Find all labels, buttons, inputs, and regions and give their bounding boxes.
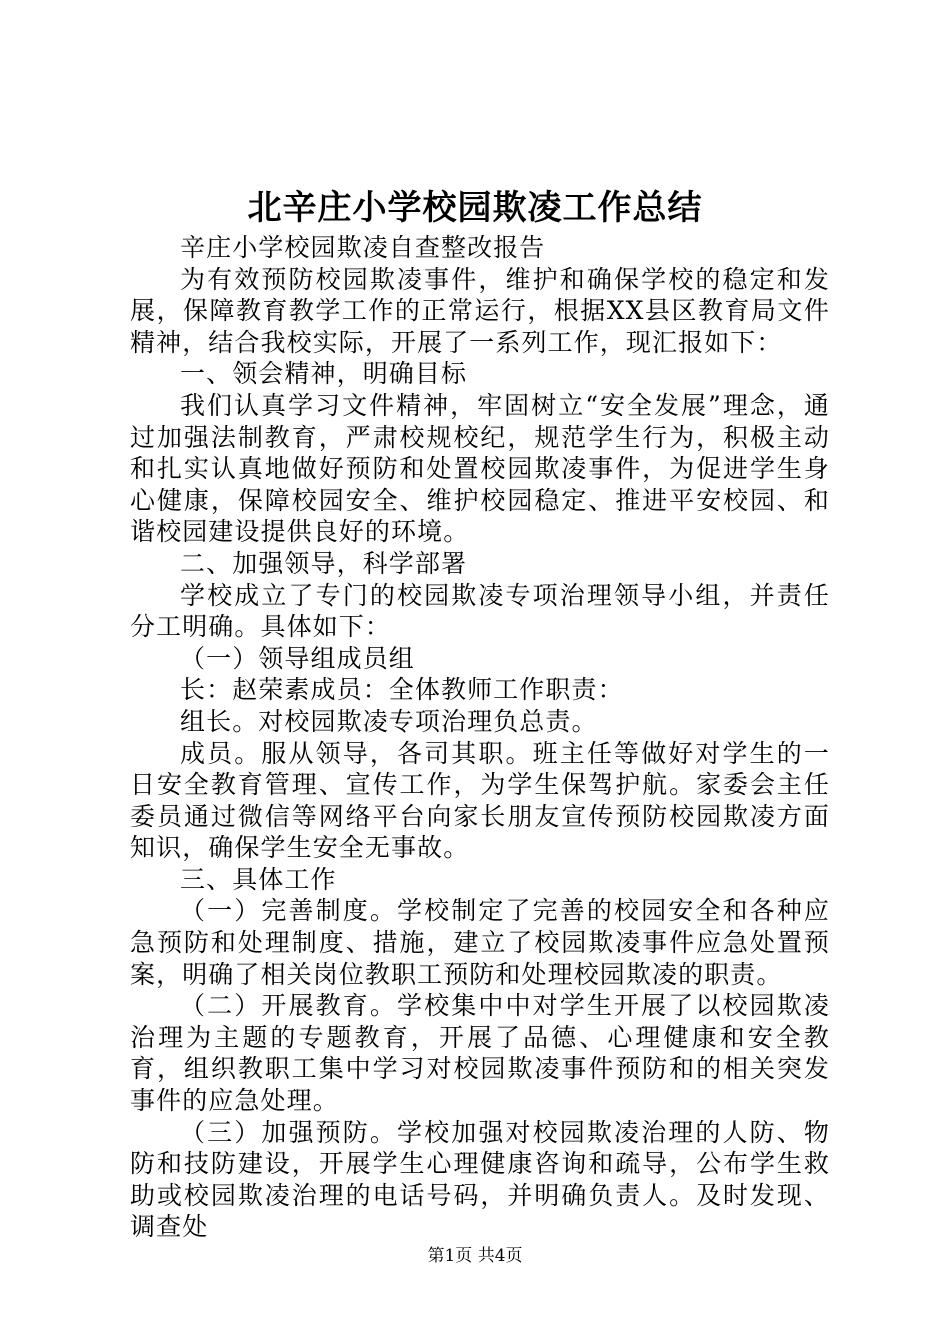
paragraph-improve-system: （一）完善制度。学校制定了完善的校园安全和各种应急预防和处理制度、措施，建立了校园欺凌事件应急处置预案，明确了相关岗位教职工预防和处理校园欺凌的职责。 [130, 896, 830, 989]
page-footer: 第1页 共4页 [427, 1246, 523, 1266]
paragraph-prevention: （三）加强预防。学校加强对校园欺凌治理的人防、物防和技防建设，开展学生心理健康咨询和疏导，公布学生救助或校园欺凌治理的电话号码，并明确负责人。及时发现、调查处 [130, 1117, 830, 1242]
document-body [130, 232, 830, 1243]
paragraph-section-1: 我们认真学习文件精神，牢固树立“安全发展”理念，通过加强法制教育，严肃校规校纪，规范学生行为，积极主动和扎实认真地做好预防和处置校园欺凌事件，为促进学生身心健康，保障校园安全、维护校园稳定、推进平安校园、和谐校园建设提供良好的环境。 [130, 390, 830, 547]
subheading-leadership-group: （一）领导组成员组 [180, 643, 415, 673]
heading-section-2: 二、加强领导，科学部署 [180, 548, 468, 578]
paragraph-subtitle: 辛庄小学校园欺凌自查整改报告 [180, 233, 546, 262]
heading-section-1: 一、领会精神，明确目标 [180, 359, 468, 389]
paragraph-section-2: 学校成立了专门的校园欺凌专项治理领导小组，并责任分工明确。具体如下： [130, 580, 830, 642]
paragraph-member-duty: 成员。服从领导，各司其职。班主任等做好对学生的一日安全教育管理、宣传工作，为学生保驾护航。家委会主任委员通过微信等网络平台向家长朋友宣传预防校园欺凌方面知识，确保学生安全无事故。 [130, 738, 830, 863]
paragraph-leader-duty: 组长。对校园欺凌专项治理负总责。 [180, 706, 598, 736]
paragraph-intro: 为有效预防校园欺凌事件，维护和确保学校的稳定和发展，保障教育教学工作的正常运行，根据XX县区教育局文件精神，结合我校实际，开展了一系列工作，现汇报如下： [130, 264, 830, 357]
heading-section-3: 三、具体工作 [180, 864, 337, 894]
paragraph-group-leader: 长：赵荣素成员：全体教师工作职责： [180, 675, 624, 705]
paragraph-education: （二）开展教育。学校集中中对学生开展了以校园欺凌治理为主题的专题教育，开展了品德、心理健康和安全教育，组织教职工集中学习对校园欺凌事件预防和的相关突发事件的应急处理。 [130, 991, 830, 1116]
document-title: 北辛庄小学校园欺凌工作总结 [247, 188, 703, 228]
